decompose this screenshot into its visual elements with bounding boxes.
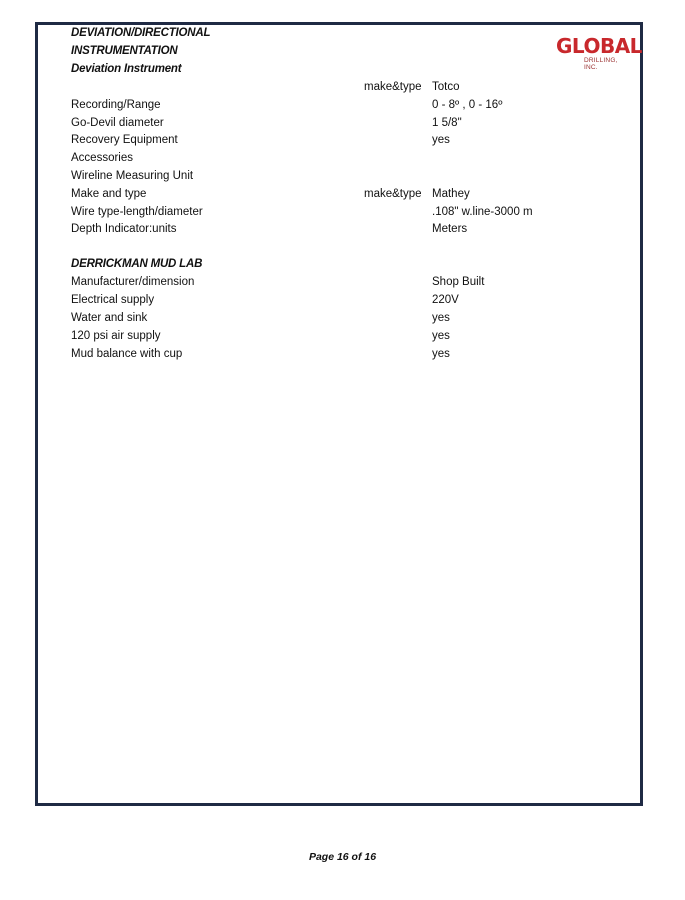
table-row — [0, 134, 685, 152]
logo-subtitle: DRILLING, INC. — [584, 57, 618, 71]
table-row — [0, 188, 685, 206]
row-label: Recovery Equipment — [71, 134, 178, 147]
section-title-line2: INSTRUMENTATION — [71, 45, 178, 57]
section-title-line1: DEVIATION/DIRECTIONAL — [71, 27, 211, 39]
row-label: Electrical supply — [71, 293, 155, 306]
section-subtitle: Deviation Instrument — [71, 63, 182, 75]
table-row — [0, 330, 685, 348]
row-label: Accessories — [71, 152, 133, 165]
table-row — [0, 152, 685, 170]
row-label: 120 psi air supply — [71, 329, 161, 342]
row-label: Water and sink — [71, 311, 148, 324]
row-label: Recording/Range — [71, 98, 161, 111]
row-value: Mathey — [432, 187, 470, 200]
table-row — [0, 117, 685, 135]
row-label: Wire type-length/diameter — [71, 205, 203, 218]
row-value: yes — [432, 347, 450, 360]
row-label: Make and type — [71, 187, 147, 200]
section2-title: DERRICKMAN MUD LAB — [71, 258, 203, 270]
row-value: .108" w.line-3000 m — [432, 205, 533, 218]
table-row — [0, 206, 685, 224]
table-row — [0, 348, 685, 366]
row-qualifier: make&type — [364, 81, 422, 93]
table-row — [0, 99, 685, 117]
row-label: Go-Devil diameter — [71, 116, 164, 129]
row-value: yes — [432, 311, 450, 324]
row-label: Depth Indicator:units — [71, 223, 177, 236]
row-value: Shop Built — [432, 276, 485, 288]
table-row — [0, 170, 685, 188]
row-value: Meters — [432, 223, 468, 236]
row-label: Mud balance with cup — [71, 347, 183, 360]
row-qualifier: make&type — [364, 187, 422, 200]
table-row — [0, 276, 685, 294]
row-label: Wireline Measuring Unit — [71, 170, 194, 182]
table-row — [0, 81, 685, 99]
row-value: yes — [432, 134, 450, 147]
row-label: Manufacturer/dimension — [71, 276, 195, 288]
row-value: 0 - 8º , 0 - 16º — [432, 98, 503, 111]
row-value: 220V — [432, 293, 459, 306]
row-value: yes — [432, 329, 450, 342]
company-logo — [556, 34, 642, 71]
logo-wordmark: GLOBAL — [556, 34, 642, 58]
table-row — [0, 223, 685, 241]
table-row — [0, 312, 685, 330]
row-value: 1 5/8" — [432, 116, 462, 129]
row-value: Totco — [432, 81, 460, 93]
table-row — [0, 294, 685, 312]
page-number: Page 16 of 16 — [308, 851, 377, 863]
